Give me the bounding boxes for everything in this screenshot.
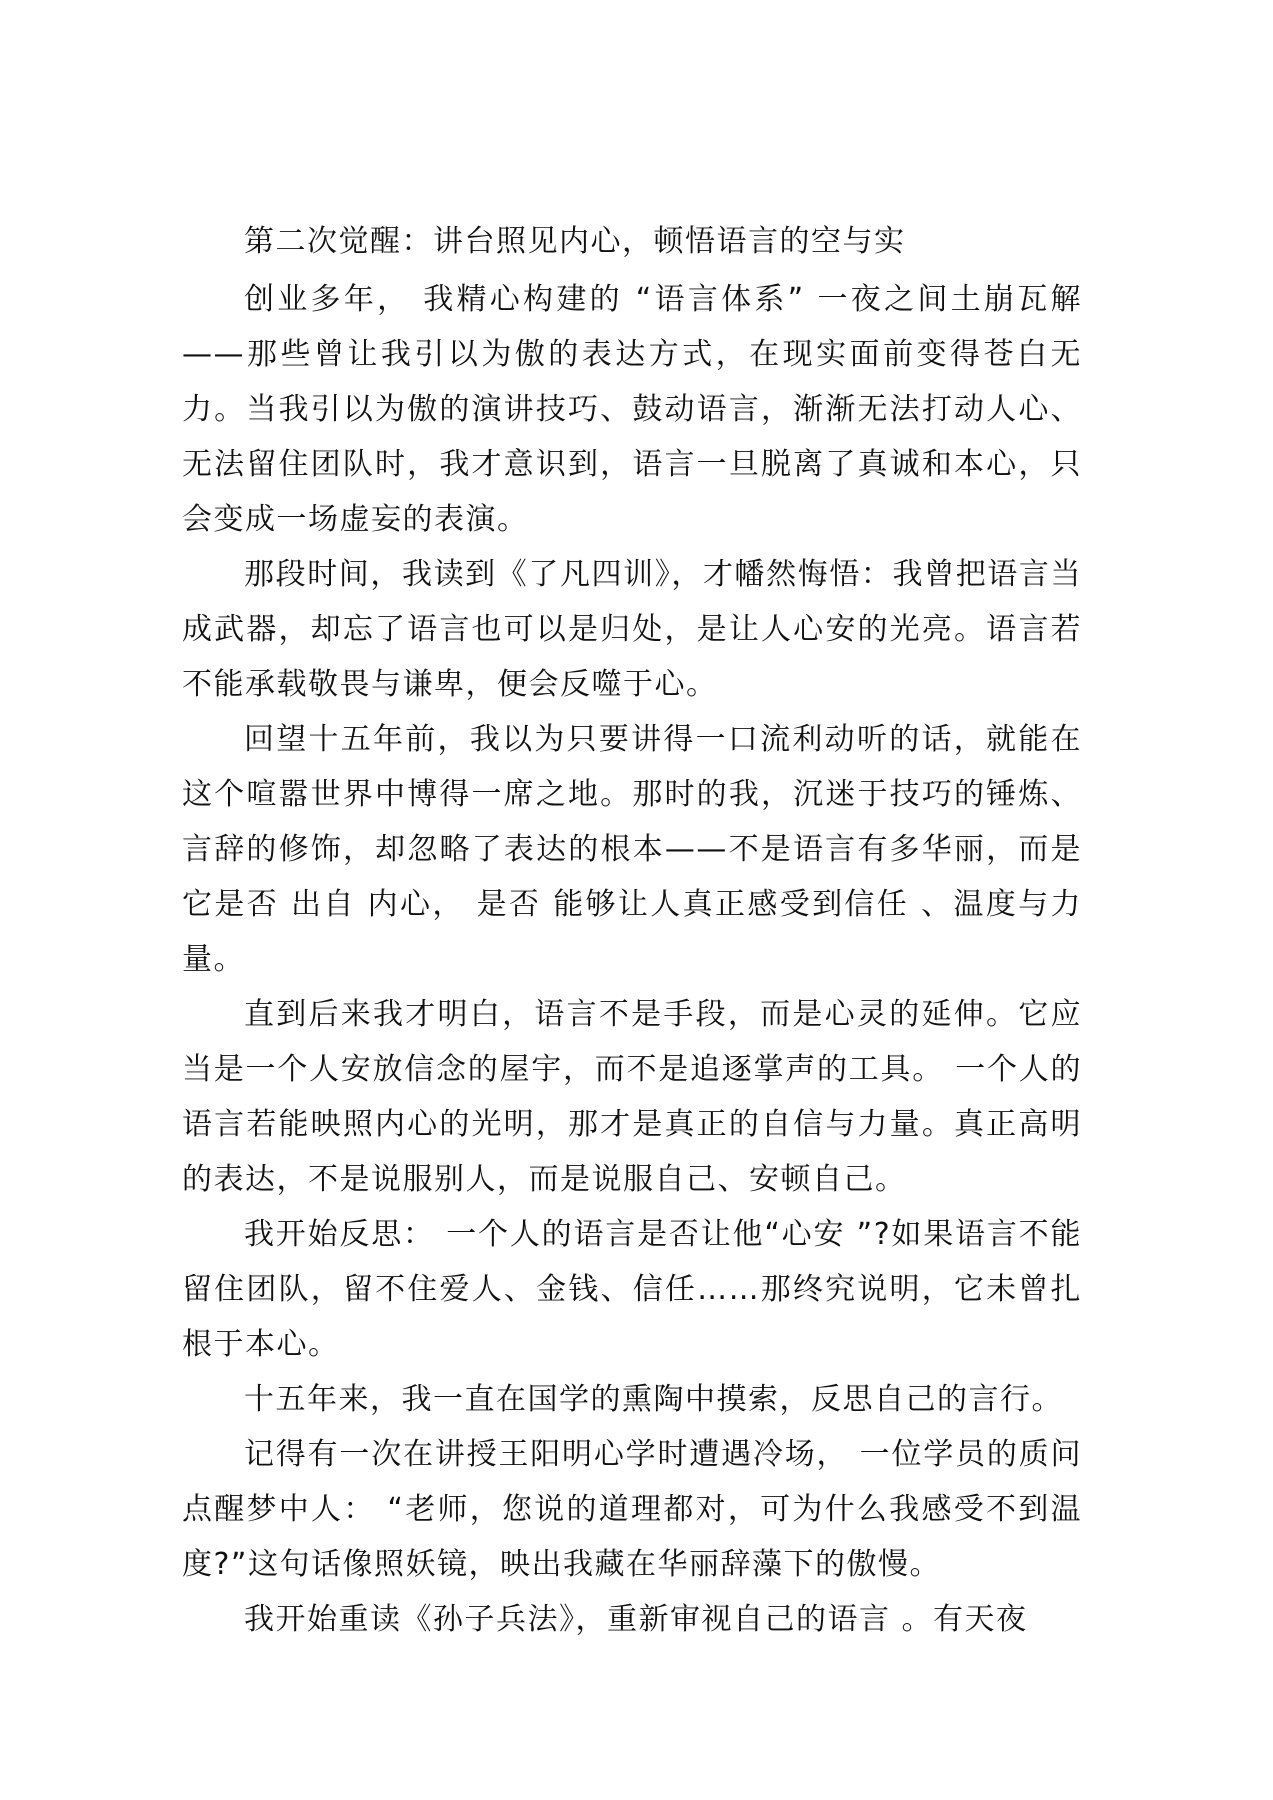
section-heading: 第二次觉醒：讲台照见内心，顿悟语言的空与实 bbox=[244, 224, 906, 259]
paragraph-5: 我开始反思： 一个人的语言是否让他“心安 ”?如果语言不能留住团队，留不住爱人、金钱、信任……那终究说明，它未曾扎根于本心。 bbox=[182, 1217, 1082, 1362]
paragraph-7: 记得有一次在讲授王阳明心学时遭遇冷场， 一位学员的质问点醒梦中人： “老师，您说的道理都对，可为什么我感受不到温度?”这句话像照妖镜，映出我藏在华丽辞藻下的傲慢。 bbox=[182, 1437, 1082, 1582]
paragraph-8: 我开始重读《孙子兵法》，重新审视自己的语言 。有天夜 bbox=[244, 1602, 1028, 1637]
paragraph-6: 十五年来，我一直在国学的熏陶中摸索，反思自己的言行。 bbox=[244, 1382, 1063, 1417]
document-body bbox=[182, 212, 1082, 1647]
paragraph-2: 那段时间，我读到《了凡四训》，才幡然悔悟：我曾把语言当成武器，却忘了语言也可以是归处，是让人心安的光亮。语言若不能承载敬畏与谦卑，便会反噬于心。 bbox=[182, 557, 1082, 702]
paragraph-4: 直到后来我才明白，语言不是手段，而是心灵的延伸。它应当是一个人安放信念的屋宇，而不是追逐掌声的工具。 一个人的语言若能映照内心的光明，那才是真正的自信与力量。真正高明的表达，不是说服别人，而是说服自己、安顿自己。 bbox=[182, 997, 1082, 1197]
paragraph-3: 回望十五年前，我以为只要讲得一口流利动听的话，就能在这个喧嚣世界中博得一席之地。那时的我，沉迷于技巧的锤炼、言辞的修饰，却忽略了表达的根本——不是语言有多华丽，而是它是否 出自 内心， 是否 能够让人真正感受到信任 、温度与力量。 bbox=[182, 722, 1082, 977]
paragraph-1: 创业多年， 我精心构建的 “语言体系” 一夜之间土崩瓦解——那些曾让我引以为傲的表达方式，在现实面前变得苍白无力。当我引以为傲的演讲技巧、鼓动语言，渐渐无法打动人心、无法留住团队时，我才意识到，语言一旦脱离了真诚和本心，只会变成一场虚妄的表演。 bbox=[182, 282, 1082, 537]
